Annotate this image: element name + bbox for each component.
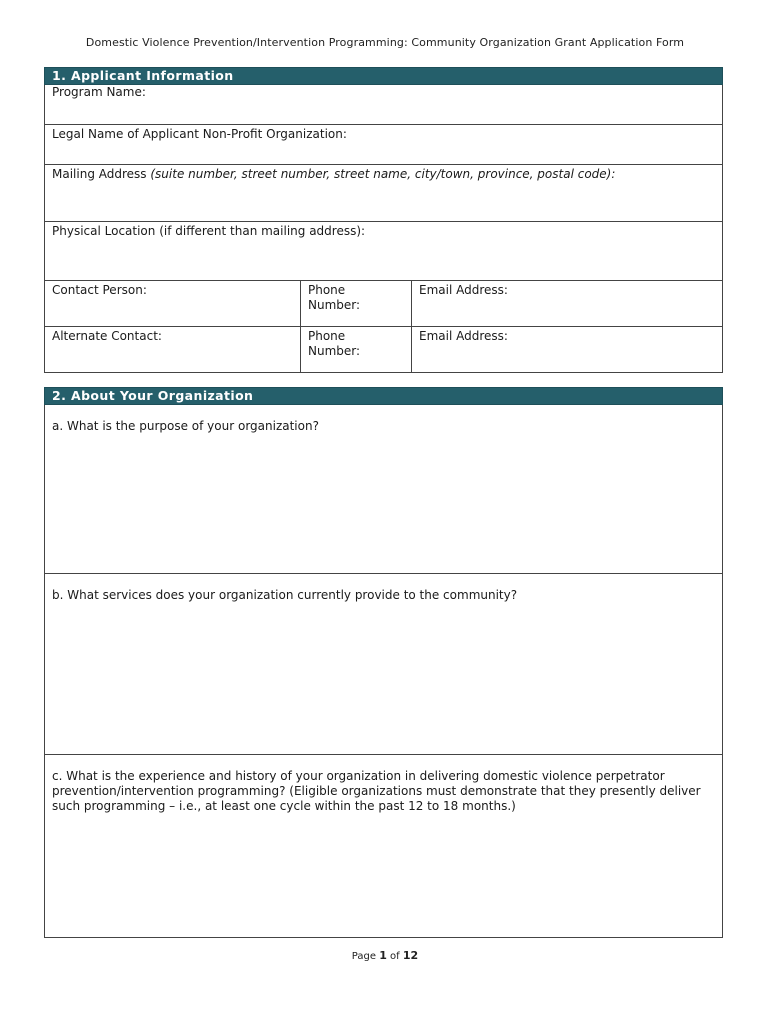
applicant-information-table xyxy=(44,67,723,373)
question-a-label: a. What is the purpose of your organization? xyxy=(52,419,319,433)
page-number xyxy=(0,949,770,962)
contact-person-field[interactable] xyxy=(45,281,301,327)
about-organization-table xyxy=(44,387,723,938)
contact-phone-field[interactable] xyxy=(301,281,412,327)
document-title: Domestic Violence Prevention/Intervention Programming: Community Organization Grant Application Form xyxy=(85,36,685,49)
physical-location-label: Physical Location (if different than mailing address): xyxy=(52,224,366,238)
question-a-field[interactable] xyxy=(45,405,723,574)
alternate-email-field[interactable] xyxy=(412,327,723,373)
question-b-label: b. What services does your organization currently provide to the community? xyxy=(52,588,518,602)
alternate-contact-label: Alternate Contact: xyxy=(52,329,162,343)
physical-location-field[interactable] xyxy=(45,222,723,281)
alternate-phone-field[interactable] xyxy=(301,327,412,373)
phone-label-line2: Number: xyxy=(308,344,361,358)
alternate-contact-field[interactable] xyxy=(45,327,301,373)
section-2-heading: 2. About Your Organization xyxy=(45,388,723,405)
mailing-address-hint: (suite number, street number, street name, city/town, province, postal code): xyxy=(150,167,616,181)
mailing-address-label: Mailing Address xyxy=(52,167,147,181)
alternate-phone-label xyxy=(308,327,404,359)
total-pages: 12 xyxy=(402,949,419,962)
contact-email-label: Email Address: xyxy=(419,283,508,297)
page-word: Page xyxy=(351,951,377,962)
contact-phone-label xyxy=(308,281,404,313)
current-page: 1 xyxy=(379,949,387,962)
phone-label-line1: Phone xyxy=(308,283,346,297)
program-name-field[interactable] xyxy=(45,85,723,125)
phone-label-line2: Number: xyxy=(308,298,361,312)
mailing-address-field[interactable] xyxy=(45,165,723,222)
program-name-label: Program Name: xyxy=(52,85,146,99)
phone-label-line1: Phone xyxy=(308,329,346,343)
question-c-field[interactable] xyxy=(45,755,723,938)
alternate-email-label: Email Address: xyxy=(419,329,508,343)
of-word: of xyxy=(390,951,400,962)
question-b-field[interactable] xyxy=(45,574,723,755)
legal-name-field[interactable] xyxy=(45,125,723,165)
section-1-heading: 1. Applicant Information xyxy=(45,68,723,85)
legal-name-label: Legal Name of Applicant Non-Profit Organization: xyxy=(52,127,347,141)
contact-email-field[interactable] xyxy=(412,281,723,327)
contact-person-label: Contact Person: xyxy=(52,283,147,297)
question-c-label: c. What is the experience and history of your organization in delivering domestic violence perpetrator prevention/intervention programming? (Eligible organizations must demonstrate that they presently deliver such programming – i.e., at least one cycle within the past 12 to 18 months.) xyxy=(52,769,701,813)
